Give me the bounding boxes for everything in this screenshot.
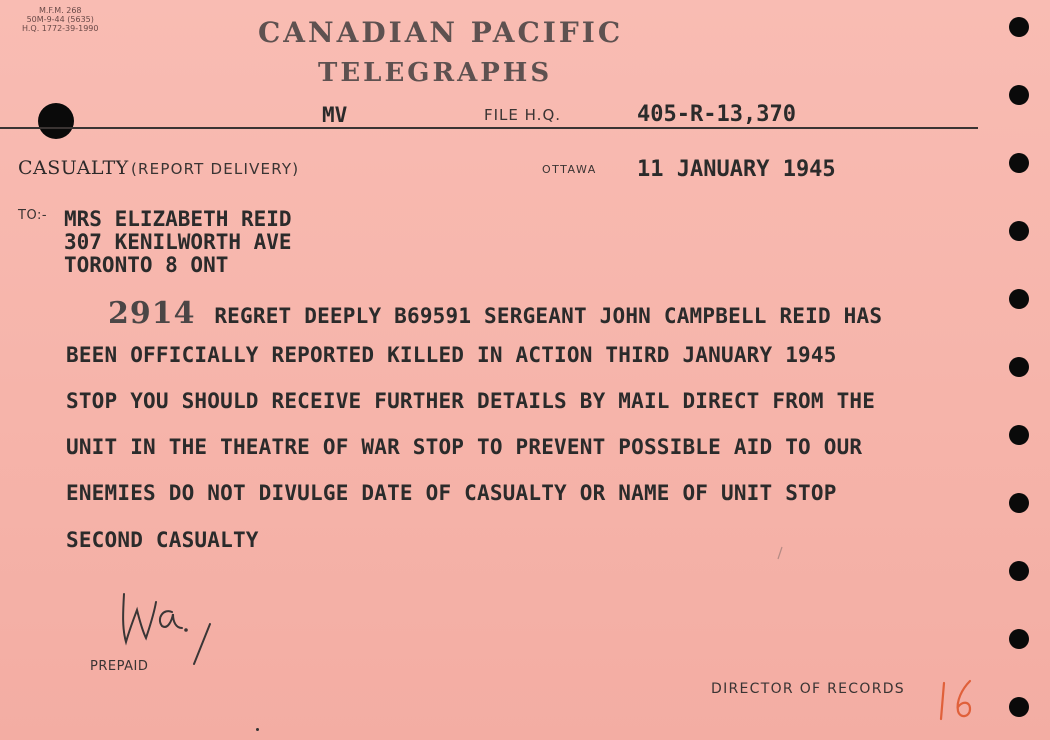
casualty-label: CASUALTY xyxy=(18,157,129,179)
message-line xyxy=(108,296,882,331)
signatory: DIRECTOR OF RECORDS xyxy=(711,681,905,697)
pencil-mark xyxy=(776,546,784,560)
message-line-text: REGRET DEEPLY B69591 SERGEANT JOHN CAMPBELL REID HAS xyxy=(214,304,883,328)
prepaid-label: PREPAID xyxy=(90,659,149,674)
operator-code: MV xyxy=(322,103,348,127)
file-label: FILE H.Q. xyxy=(484,106,562,124)
message-line: ENEMIES DO NOT DIVULGE DATE OF CASUALTY OR NAME OF UNIT STOP xyxy=(66,481,837,505)
form-code-line: M.F.M. 268 xyxy=(38,6,82,15)
form-code-line: 50M-9-44 (5635) xyxy=(26,15,94,24)
message-number: 2914 xyxy=(108,296,196,331)
punch-hole-icon xyxy=(38,103,74,139)
origin-label: OTTAWA xyxy=(542,163,597,176)
to-label: TO:- xyxy=(18,208,48,223)
ink-speck xyxy=(256,728,259,731)
punch-hole-icon xyxy=(1009,289,1029,309)
punch-hole-icon xyxy=(1009,493,1029,513)
message-line: BEEN OFFICIALLY REPORTED KILLED IN ACTION THIRD JANUARY 1945 xyxy=(66,343,837,367)
punch-hole-icon xyxy=(1009,221,1029,241)
report-delivery-label: (REPORT DELIVERY) xyxy=(131,160,300,178)
punch-hole-icon xyxy=(1009,425,1029,445)
punch-hole-icon xyxy=(1009,153,1029,173)
punch-hole-icon xyxy=(1009,629,1029,649)
punch-hole-icon xyxy=(1009,17,1029,37)
form-codes xyxy=(22,6,98,33)
telegram-date: 11 JANUARY 1945 xyxy=(637,157,836,182)
punch-hole-icon xyxy=(1009,357,1029,377)
message-line: SECOND CASUALTY xyxy=(66,528,259,552)
header-divider xyxy=(0,127,978,129)
brand-subtitle: TELEGRAPHS xyxy=(318,58,553,88)
message-line: STOP YOU SHOULD RECEIVE FURTHER DETAILS BY MAIL DIRECT FROM THE xyxy=(66,389,876,413)
form-code-line: H.Q. 1772-39-1990 xyxy=(22,24,99,33)
punch-hole-icon xyxy=(1009,697,1029,717)
recipient-street: 307 KENILWORTH AVE xyxy=(64,230,292,254)
message-line: UNIT IN THE THEATRE OF WAR STOP TO PREVENT POSSIBLE AID TO OUR xyxy=(66,435,863,459)
punch-hole-icon xyxy=(1009,561,1029,581)
recipient-name: MRS ELIZABETH REID xyxy=(64,207,292,231)
brand-title: CANADIAN PACIFIC xyxy=(258,16,624,49)
handwritten-page-number xyxy=(934,675,982,723)
file-number: 405-R-13,370 xyxy=(637,102,796,127)
recipient-city: TORONTO 8 ONT xyxy=(64,253,229,277)
handwritten-initials xyxy=(110,588,220,668)
punch-hole-icon xyxy=(1009,85,1029,105)
